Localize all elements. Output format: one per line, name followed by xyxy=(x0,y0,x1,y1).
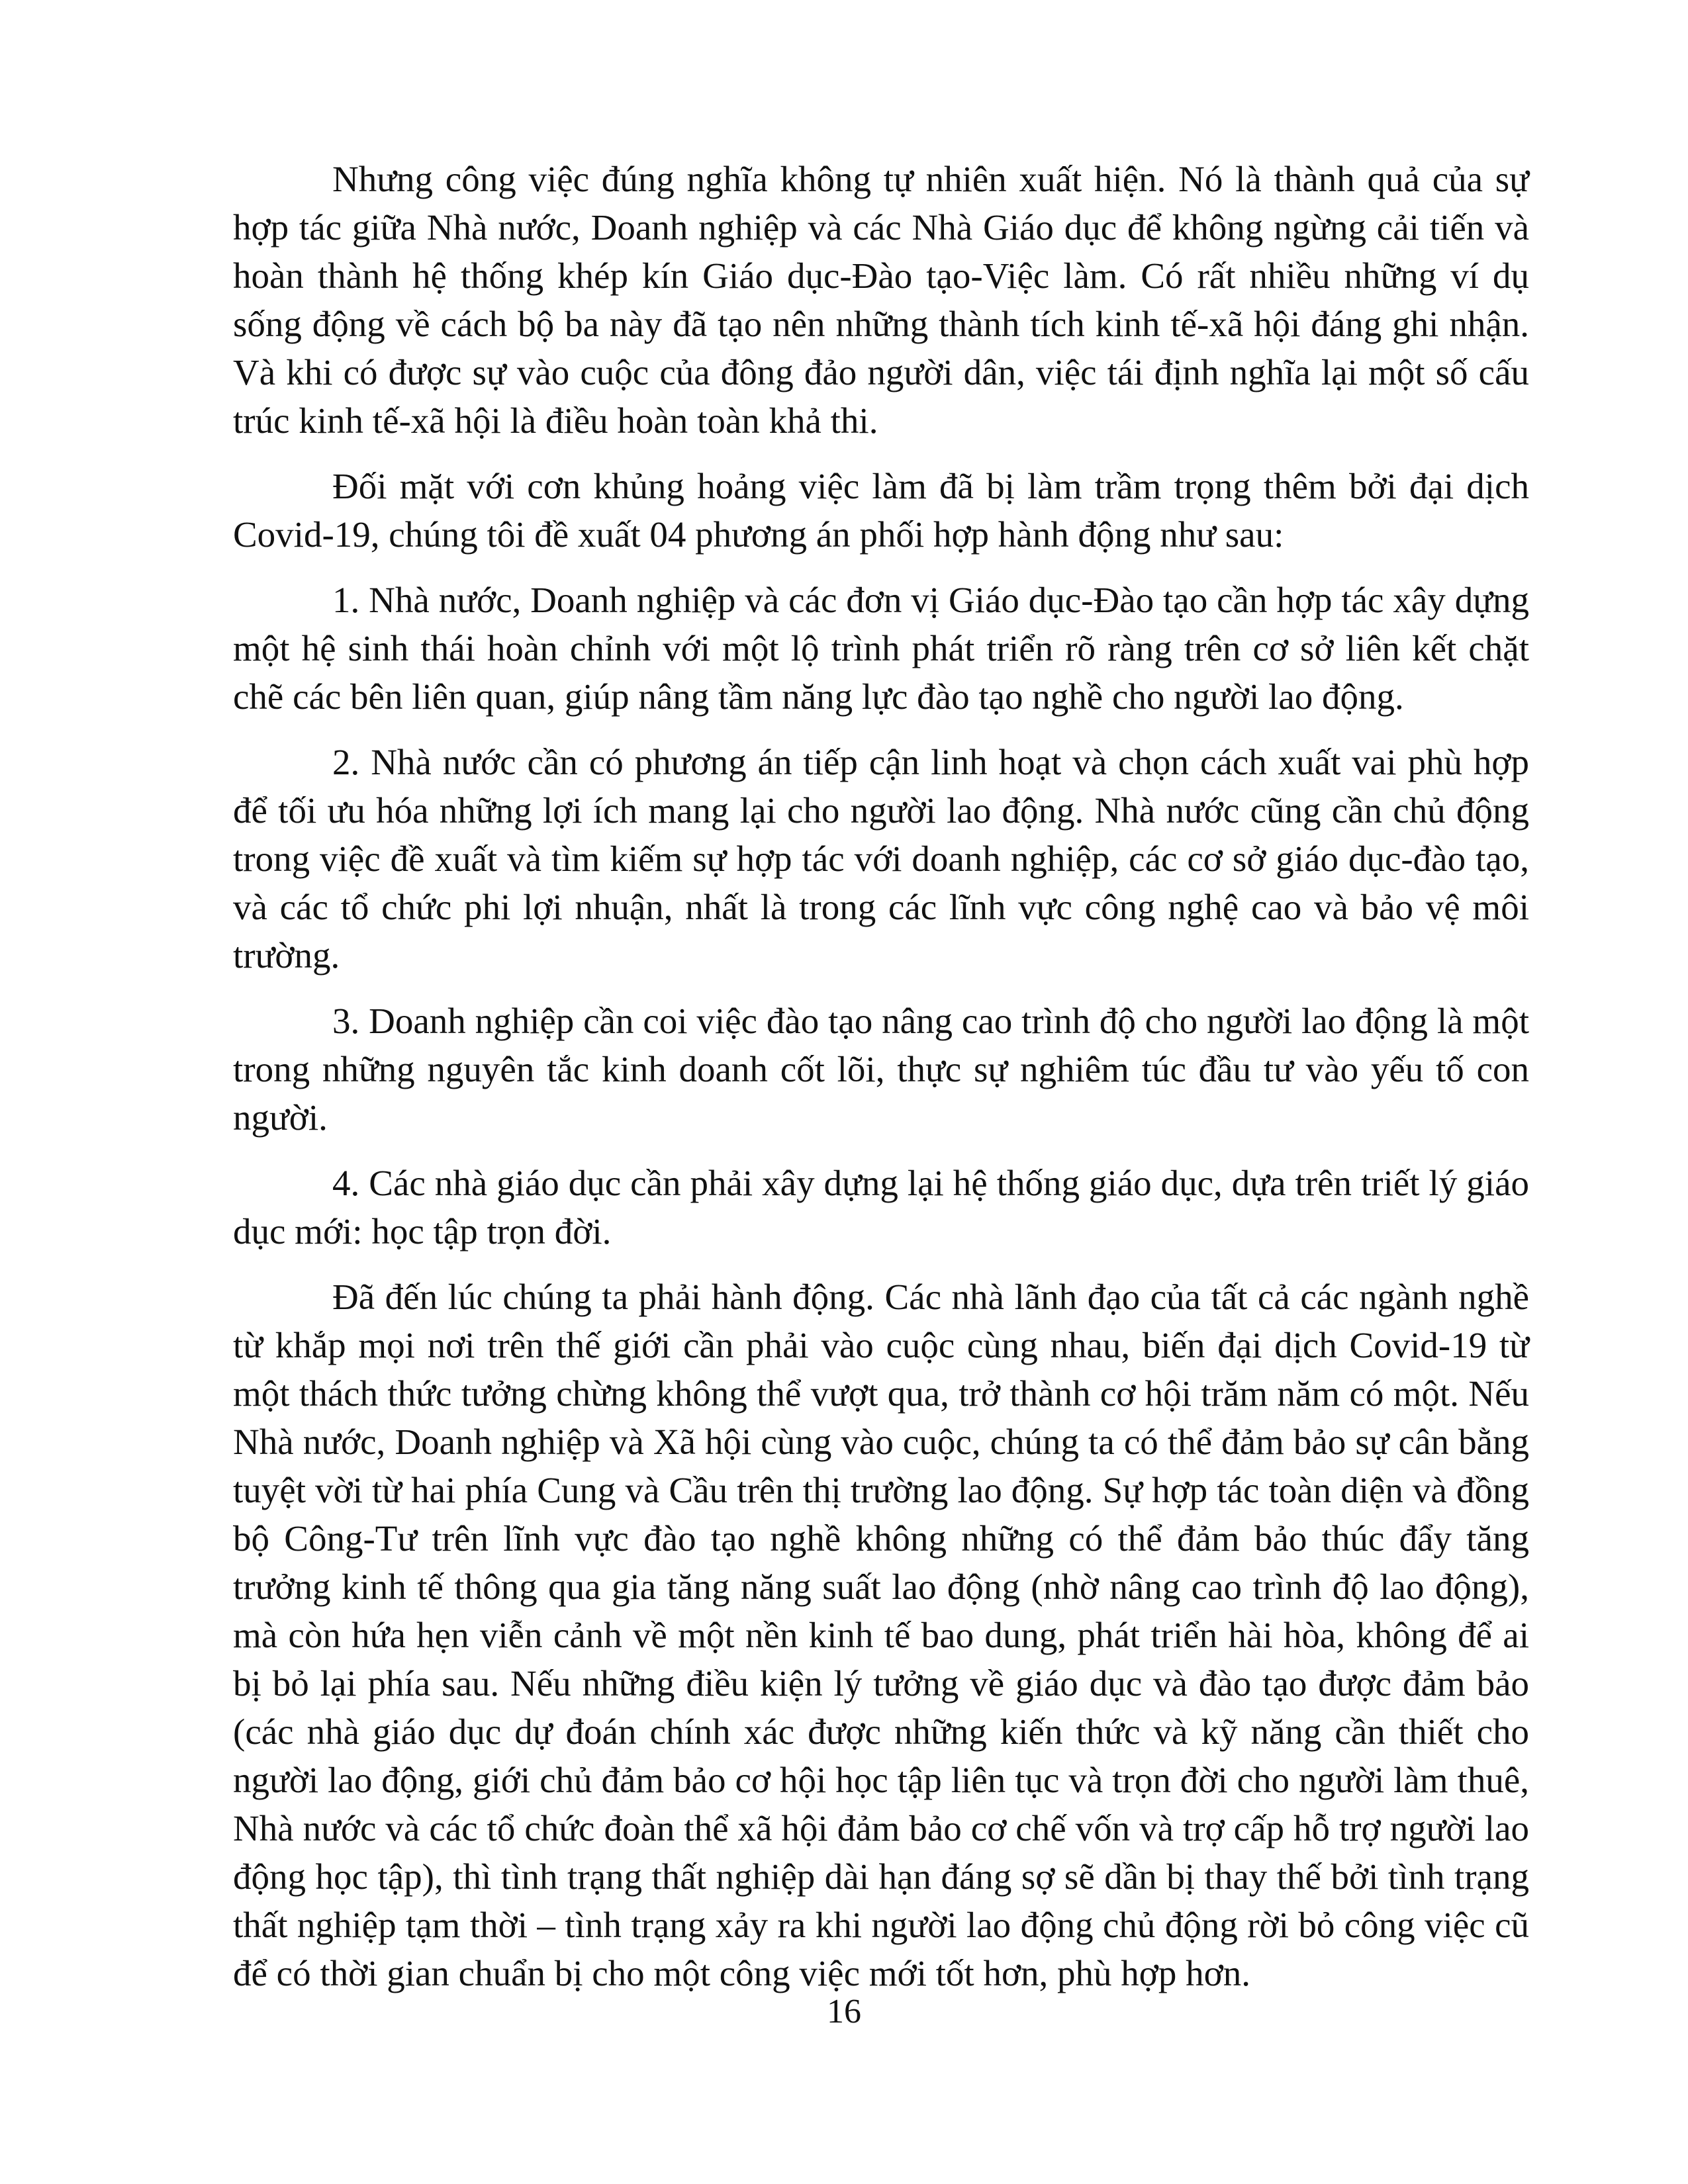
paragraph-intro: Nhưng công việc đúng nghĩa không tự nhiên xuất hiện. Nó là thành quả của sự hợp tác giữa Nhà nước, Doanh nghiệp và các Nhà Giáo dục để không ngừng cải tiến và hoàn thành hệ thống khép kín Giáo dục-Đào tạo-Việc làm. Có rất nhiều những ví dụ sống động về cách bộ ba này đã tạo nên những thành tích kinh tế-xã hội đáng ghi nhận. Và khi có được sự vào cuộc của đông đảo người dân, việc tái định nghĩa lại một số cấu trúc kinh tế-xã hội là điều hoàn toàn khả thi. xyxy=(233,159,1529,441)
page-number: 16 xyxy=(827,1993,861,2030)
paragraph-proposal-lead: Đối mặt với cơn khủng hoảng việc làm đã bị làm trầm trọng thêm bởi đại dịch Covid-19, chúng tôi đề xuất 04 phương án phối hợp hành động như sau: xyxy=(233,466,1529,555)
paragraph-item-1: 1. Nhà nước, Doanh nghiệp và các đơn vị Giáo dục-Đào tạo cần hợp tác xây dựng một hệ sinh thái hoàn chỉnh với một lộ trình phát triển rõ ràng trên cơ sở liên kết chặt chẽ các bên liên quan, giúp nâng tầm năng lực đào tạo nghề cho người lao động. xyxy=(233,580,1529,717)
paragraph-item-2: 2. Nhà nước cần có phương án tiếp cận linh hoạt và chọn cách xuất vai phù hợp để tối ưu hóa những lợi ích mang lại cho người lao động. Nhà nước cũng cần chủ động trong việc đề xuất và tìm kiếm sự hợp tác với doanh nghiệp, các cơ sở giáo dục-đào tạo, và các tổ chức phi lợi nhuận, nhất là trong các lĩnh vực công nghệ cao và bảo vệ môi trường. xyxy=(233,742,1529,976)
paragraph-conclusion: Đã đến lúc chúng ta phải hành động. Các nhà lãnh đạo của tất cả các ngành nghề từ khắp mọi nơi trên thế giới cần phải vào cuộc cùng nhau, biến đại dịch Covid-19 từ một thách thức tưởng chừng không thể vượt qua, trở thành cơ hội trăm năm có một. Nếu Nhà nước, Doanh nghiệp và Xã hội cùng vào cuộc, chúng ta có thể đảm bảo sự cân bằng tuyệt vời từ hai phía Cung và Cầu trên thị trường lao động. Sự hợp tác toàn diện và đồng bộ Công-Tư trên lĩnh vực đào tạo nghề không những có thể đảm bảo thúc đẩy tăng trưởng kinh tế thông qua gia tăng năng suất lao động (nhờ nâng cao trình độ lao động), mà còn hứa hẹn viễn cảnh về một nền kinh tế bao dung, phát triển hài hòa, không để ai bị bỏ lại phía sau. Nếu những điều kiện lý tưởng về giáo dục và đào tạo được đảm bảo (các nhà giáo dục dự đoán chính xác được những kiến thức và kỹ năng cần thiết cho người lao động, giới chủ đảm bảo cơ hội học tập liên tục và trọn đời cho người làm thuê, Nhà nước và các tổ chức đoàn thể xã hội đảm bảo cơ chế vốn và trợ cấp hỗ trợ người lao động học tập), thì tình trạng thất nghiệp dài hạn đáng sợ sẽ dần bị thay thế bởi tình trạng thất nghiệp tạm thời – tình trạng xảy ra khi người lao động chủ động rời bỏ công việc cũ để có thời gian chuẩn bị cho một công việc mới tốt hơn, phù hợp hơn. xyxy=(233,1277,1529,1993)
document-page xyxy=(233,155,1529,2015)
paragraph-item-4: 4. Các nhà giáo dục cần phải xây dựng lại hệ thống giáo dục, dựa trên triết lý giáo dục mới: học tập trọn đời. xyxy=(233,1163,1529,1251)
paragraph-item-3: 3. Doanh nghiệp cần coi việc đào tạo nâng cao trình độ cho người lao động là một trong những nguyên tắc kinh doanh cốt lõi, thực sự nghiêm túc đầu tư vào yếu tố con người. xyxy=(233,1001,1529,1138)
